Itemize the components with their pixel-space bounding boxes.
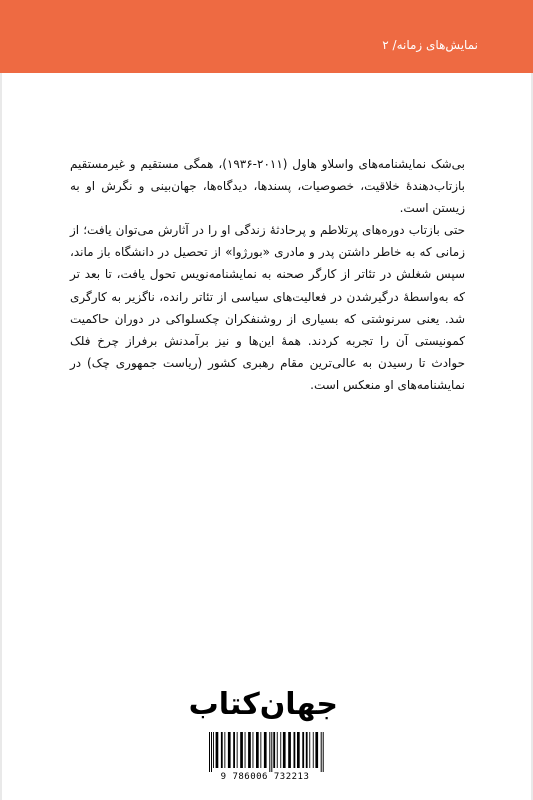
series-color-band	[0, 0, 533, 73]
isbn-barcode	[197, 730, 333, 786]
barcode-bar	[277, 732, 278, 768]
barcode-bar	[260, 732, 261, 768]
barcode-bar	[271, 732, 272, 772]
barcode-bar	[273, 732, 275, 768]
barcode-bar	[245, 732, 246, 768]
barcode-bar	[237, 732, 238, 768]
barcode-bar	[288, 732, 291, 768]
barcode-bar	[233, 732, 235, 768]
publisher-logo: جهان‌کتاب	[188, 687, 338, 722]
barcode-bar	[240, 732, 243, 768]
barcode-bar	[321, 732, 322, 772]
barcode-bar	[264, 732, 267, 768]
barcode-bar	[283, 732, 286, 768]
blurb-paragraph-1: بی‌شک نمایشنامه‌های واسلاو هاول (۲۰۱۱-۱۹۳۶)، همگی مستقیم و غیرمستقیم بازتاب‌دهندهٔ خلاقیت، خصوصیات، پسندها، دیدگاه‌ها، جهان‌بینی و نگرش او به زیستن است.	[70, 157, 465, 216]
barcode-bar	[302, 732, 304, 768]
barcode-bar	[297, 732, 300, 768]
barcode-bar	[216, 732, 219, 768]
barcode-bar	[313, 732, 314, 768]
barcode-bar	[315, 732, 318, 768]
barcode-bar	[309, 732, 310, 768]
barcode-bar	[280, 732, 281, 768]
page-edge-left	[0, 0, 2, 800]
barcode-bar	[209, 732, 210, 772]
barcode-bars	[197, 730, 333, 774]
barcode-bar	[248, 732, 251, 768]
back-cover-blurb	[70, 153, 465, 396]
barcode-bar	[228, 732, 231, 768]
barcode-bar	[213, 732, 214, 768]
barcode-bar	[224, 732, 225, 768]
series-label: نمایش‌های زمانه/ ۲	[382, 38, 478, 52]
isbn-number: 9 786006 732213	[220, 772, 310, 782]
barcode-bar	[211, 732, 212, 772]
barcode-bar	[306, 732, 308, 768]
barcode-bar	[323, 732, 324, 772]
blurb-paragraph-2: حتی بازتاب دوره‌های پرتلاطم و پرحادثهٔ زندگی او را در آثارش می‌توان یافت؛ از زمانی که به خاطر داشتن پدر و مادری «بورژوا» از تحصیل در دانشگاه باز ماند، سپس شغلش در تئاتر از کارگر صحنه به نمایشنامه‌نویس تحول یافت، تا بعد تر که به‌واسطهٔ درگیرشدن در فعالیت‌های سیاسی از تئاتر رانده، ناگزیر به کارگری شد. یعنی سرنوشتی که بسیاری از روشنفکران چکسلواکی در دوران حاکمیت کمونیستی آن را تجربه کردند. همهٔ این‌ها و نیز برآمدنش برفراز چرخ فلک حوادث تا رسیدن به عالی‌ترین مقام رهبری کشور (ریاست جمهوری چک) در نمایشنامه‌های او منعکس است.	[70, 223, 465, 392]
barcode-bar	[221, 732, 223, 768]
barcode-bar	[294, 732, 296, 768]
barcode-bar	[253, 732, 254, 768]
barcode-bar	[269, 732, 270, 772]
barcode-bar	[256, 732, 259, 768]
